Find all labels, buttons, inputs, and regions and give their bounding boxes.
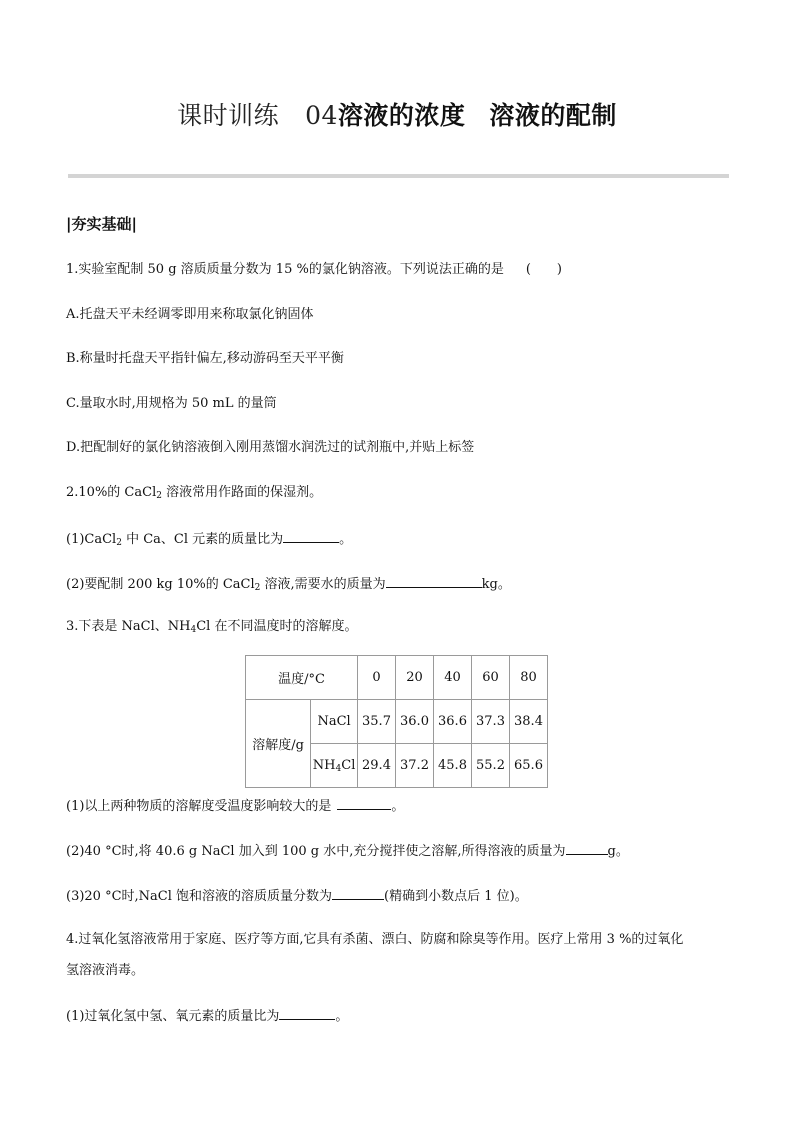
- q1-option-a: A.托盘天平未经调零即用来称取氯化钠固体: [66, 307, 314, 322]
- q3-p1-end: 。: [391, 799, 405, 814]
- q3-p3-text: (3)20 °C时,NaCl 饱和溶液的溶质质量分数为: [66, 889, 333, 904]
- nacl-value-cell: 37.3: [472, 700, 510, 744]
- q3-p2-text: (2)40 °C时,将 40.6 g NaCl 加入到 100 g 水中,充分搅拌使之溶解,所得溶液的质量为: [66, 844, 566, 859]
- q1-stem-text: 1.实验室配制 50 g 溶质质量分数为 15 %的氯化钠溶液。下列说法正确的是: [66, 262, 504, 277]
- temp-cell: 60: [472, 656, 510, 700]
- table-row-nacl: [246, 700, 548, 744]
- q3-p1-answer-blank[interactable]: [337, 795, 391, 810]
- title-prefix: 课时训练: [177, 101, 280, 130]
- q2-stem-text-b: 溶液常用作路面的保湿剂。: [161, 485, 323, 500]
- nh4cl-label-b: Cl: [341, 758, 356, 773]
- q3-stem-subscript: 4: [190, 625, 197, 635]
- nh4cl-value-cell: 29.4: [358, 744, 396, 788]
- q3-p2-end: g。: [607, 844, 629, 859]
- nh4cl-label: [311, 744, 358, 788]
- nacl-label: NaCl: [311, 700, 358, 744]
- q3-p2-answer-blank[interactable]: [566, 840, 608, 855]
- q3-p3-answer-blank[interactable]: [332, 885, 384, 900]
- q3-part-3: [66, 885, 528, 907]
- table-row-temperature: [246, 656, 548, 700]
- solubility-table: [245, 655, 548, 788]
- q4-part-1: [66, 1005, 348, 1027]
- nh4cl-value-cell: 65.6: [510, 744, 548, 788]
- q3-p1-text: (1)以上两种物质的溶解度受温度影响较大的是: [66, 799, 332, 814]
- q1-option-d: D.把配制好的氯化钠溶液倒入刚用蒸馏水润洗过的试剂瓶中,并贴上标签: [66, 440, 475, 455]
- q3-part-1: [66, 795, 404, 817]
- q2-p1-text-b: 中 Ca、Cl 元素的质量比为: [121, 532, 284, 547]
- q4-p1-text: (1)过氧化氢中氢、氧元素的质量比为: [66, 1009, 280, 1024]
- q4-stem-line-2: 氢溶液消毒。: [66, 963, 145, 978]
- nh4cl-label-subscript: 4: [335, 764, 342, 774]
- q4-stem-line-1: 4.过氧化氢溶液常用于家庭、医疗等方面,它具有杀菌、漂白、防腐和除臭等作用。医疗上常用 3 %的过氧化: [66, 932, 684, 947]
- nh4cl-value-cell: 55.2: [472, 744, 510, 788]
- q2-p2-text-b: 溶液,需要水的质量为: [260, 577, 386, 592]
- q3-stem-text-a: 3.下表是 NaCl、NH: [66, 619, 191, 634]
- q2-p2-subscript: 2: [254, 583, 261, 593]
- nacl-value-cell: 36.6: [434, 700, 472, 744]
- q3-stem-text-b: Cl 在不同温度时的溶解度。: [196, 619, 358, 634]
- q2-part-1: [66, 528, 352, 550]
- q1-option-c: C.量取水时,用规格为 50 mL 的量筒: [66, 396, 277, 411]
- q3-stem: [66, 617, 357, 637]
- temp-cell: 40: [434, 656, 472, 700]
- nacl-value-cell: 36.0: [396, 700, 434, 744]
- temp-cell: 0: [358, 656, 396, 700]
- q4-p1-answer-blank[interactable]: [279, 1005, 335, 1020]
- q2-p1-subscript: 2: [116, 538, 122, 548]
- page-title: [0, 96, 794, 132]
- q2-p1-answer-blank[interactable]: [283, 528, 339, 543]
- q2-stem-subscript: 2: [156, 491, 162, 501]
- q1-option-b: B.称量时托盘天平指针偏左,移动游码至天平平衡: [66, 351, 344, 366]
- q2-p2-end: kg。: [481, 577, 511, 592]
- q1-answer-paren: ( ): [525, 262, 562, 277]
- q3-p3-end: (精确到小数点后 1 位)。: [384, 889, 528, 904]
- temperature-header: 温度/°C: [246, 656, 358, 700]
- nh4cl-value-cell: 45.8: [434, 744, 472, 788]
- title-topic-1: 溶液的浓度: [337, 101, 466, 130]
- title-number: 04: [305, 101, 338, 130]
- q2-p1-end: 。: [339, 532, 353, 547]
- nacl-value-cell: 38.4: [510, 700, 548, 744]
- q2-p2-text-a: (2)要配制 200 kg 10%的 CaCl: [66, 577, 255, 592]
- q2-p1-text-a: (1)CaCl: [66, 532, 117, 547]
- solubility-header: 溶解度/g: [246, 700, 311, 788]
- q2-stem-text-a: 2.10%的 CaCl: [66, 485, 157, 500]
- q2-p2-answer-blank[interactable]: [386, 573, 482, 588]
- q2-stem: [66, 483, 322, 503]
- temp-cell: 80: [510, 656, 548, 700]
- title-topic-2: 溶液的配制: [489, 101, 617, 130]
- nacl-value-cell: 35.7: [358, 700, 396, 744]
- q1-stem: [66, 260, 562, 280]
- nh4cl-value-cell: 37.2: [396, 744, 434, 788]
- q3-part-2: [66, 840, 629, 862]
- q2-part-2: [66, 573, 511, 595]
- nh4cl-label-a: NH: [312, 758, 336, 773]
- q4-p1-end: 。: [335, 1009, 349, 1024]
- temp-cell: 20: [396, 656, 434, 700]
- title-divider: [68, 174, 729, 178]
- section-heading: |夯实基础|: [66, 215, 137, 233]
